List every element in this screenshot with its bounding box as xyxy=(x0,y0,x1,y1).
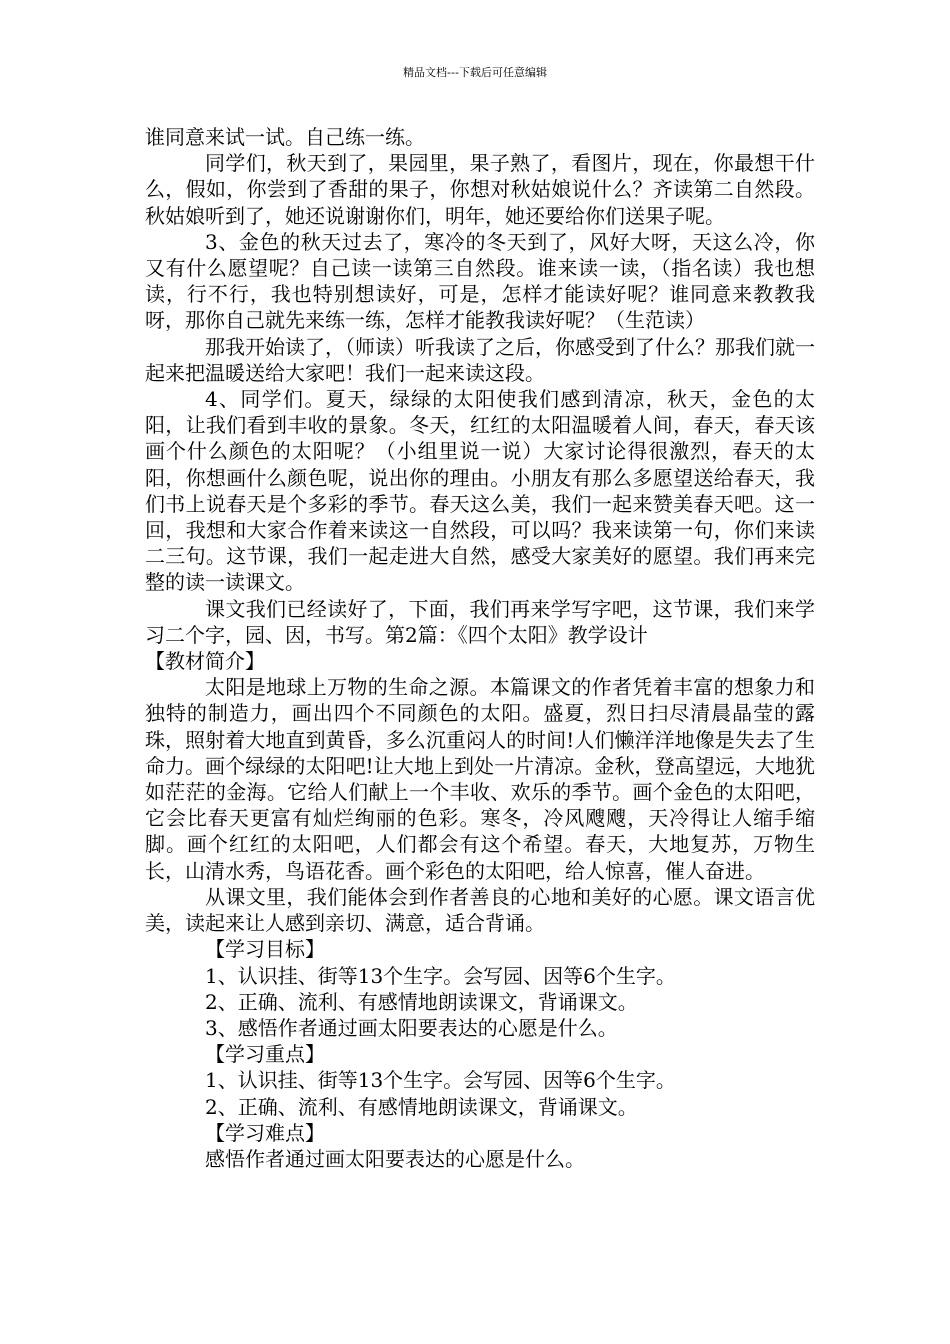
paragraph: 谁同意来试一试。自己练一练。 xyxy=(145,125,425,149)
list-item: 3、感悟作者通过画太阳要表达的心愿是什么。 xyxy=(205,1015,618,1040)
list-item: 感悟作者通过画太阳要表达的心愿是什么。 xyxy=(205,1146,585,1171)
list-item: 2、正确、流利、有感情地朗读课文，背诵课文。 xyxy=(205,989,638,1014)
paragraph: 3、金色的秋天过去了，寒冷的冬天到了，风好大呀，天这么冷，你又有什么愿望呢？自己读一读第三自然段。谁来读一读，（指名读）我也想读，行不行，我也特别想读好，可是，怎样才能读好呢？谁同意来教教我呀，那你自己就先来练一练，怎样才能教我读好呢？（生范读） xyxy=(145,229,815,333)
page-header: 精品文档---下载后可任意编辑 xyxy=(403,66,547,79)
paragraph: 4、同学们。夏天，绿绿的太阳使我们感到清凉，秋天，金色的太阳，让我们看到丰收的景象。冬天，红红的太阳温暖着人间，春天，春天该画个什么颜色的太阳呢？（小组里说一说）大家讨论得很激烈，春天的太阳，你想画什么颜色呢，说出你的理由。小朋友有那么多愿望送给春天，我们书上说春天是个多彩的季节。春天这么美，我们一起来赞美春天吧。这一回，我想和大家合作着来读这一自然段，可以吗？我来读第一句，你们来读二三句。这节课，我们一起走进大自然，感受大家美好的愿望。我们再来完整的读一读课文。 xyxy=(145,387,815,595)
paragraph: 课文我们已经读好了，下面，我们再来学写字吧，这节课，我们来学习二个字，园、因，书写。第2篇：《四个太阳》教学设计 xyxy=(145,596,815,647)
document-body xyxy=(145,124,815,1172)
section-heading: 【学习目标】 xyxy=(205,937,325,962)
paragraph: 从课文里，我们能体会到作者善良的心地和美好的心愿。课文语言优美，读起来让人感到亲切、满意，适合背诵。 xyxy=(145,884,815,936)
paragraph: 那我开始读了，（师读）听我读了之后，你感受到了什么？那我们就一起来把温暖送给大家吧！我们一起来读这段。 xyxy=(145,334,815,385)
paragraph: 太阳是地球上万物的生命之源。本篇课文的作者凭着丰富的想象力和独特的制造力，画出四个不同颜色的太阳。盛夏，烈日扫尽清晨晶莹的露珠，照射着大地直到黄昏，多么沉重闷人的时间!人们懒洋洋地像是失去了生命力。画个绿绿的太阳吧!让大地上到处一片清凉。金秋，登高望远，大地犹如茫茫的金海。它给人们献上一个丰收、欢乐的季节。画个金色的太阳吧，它会比春天更富有灿烂绚丽的色彩。寒冬，冷风飕飕，天冷得让人缩手缩脚。画个红红的太阳吧，人们都会有这个希望。春天，大地复苏，万物生长，山清水秀，鸟语花香。画个彩色的太阳吧，给人惊喜，催人奋进。 xyxy=(145,675,815,883)
section-heading: 【学习重点】 xyxy=(205,1042,325,1067)
list-item: 1、认识挂、街等13个生字。会写园、因等6个生字。 xyxy=(205,963,676,988)
section-heading: 【学习难点】 xyxy=(205,1120,325,1145)
list-item: 1、认识挂、街等13个生字。会写园、因等6个生字。 xyxy=(205,1068,676,1093)
paragraph: 同学们，秋天到了，果园里，果子熟了，看图片，现在，你最想干什么，假如，你尝到了香甜的果子，你想对秋姑娘说什么？齐读第二自然段。秋姑娘听到了，她还说谢谢你们，明年，她还要给你们送果子呢。 xyxy=(145,151,815,228)
list-item: 2、正确、流利、有感情地朗读课文，背诵课文。 xyxy=(205,1094,638,1119)
section-heading: 【教材简介】 xyxy=(145,649,265,674)
